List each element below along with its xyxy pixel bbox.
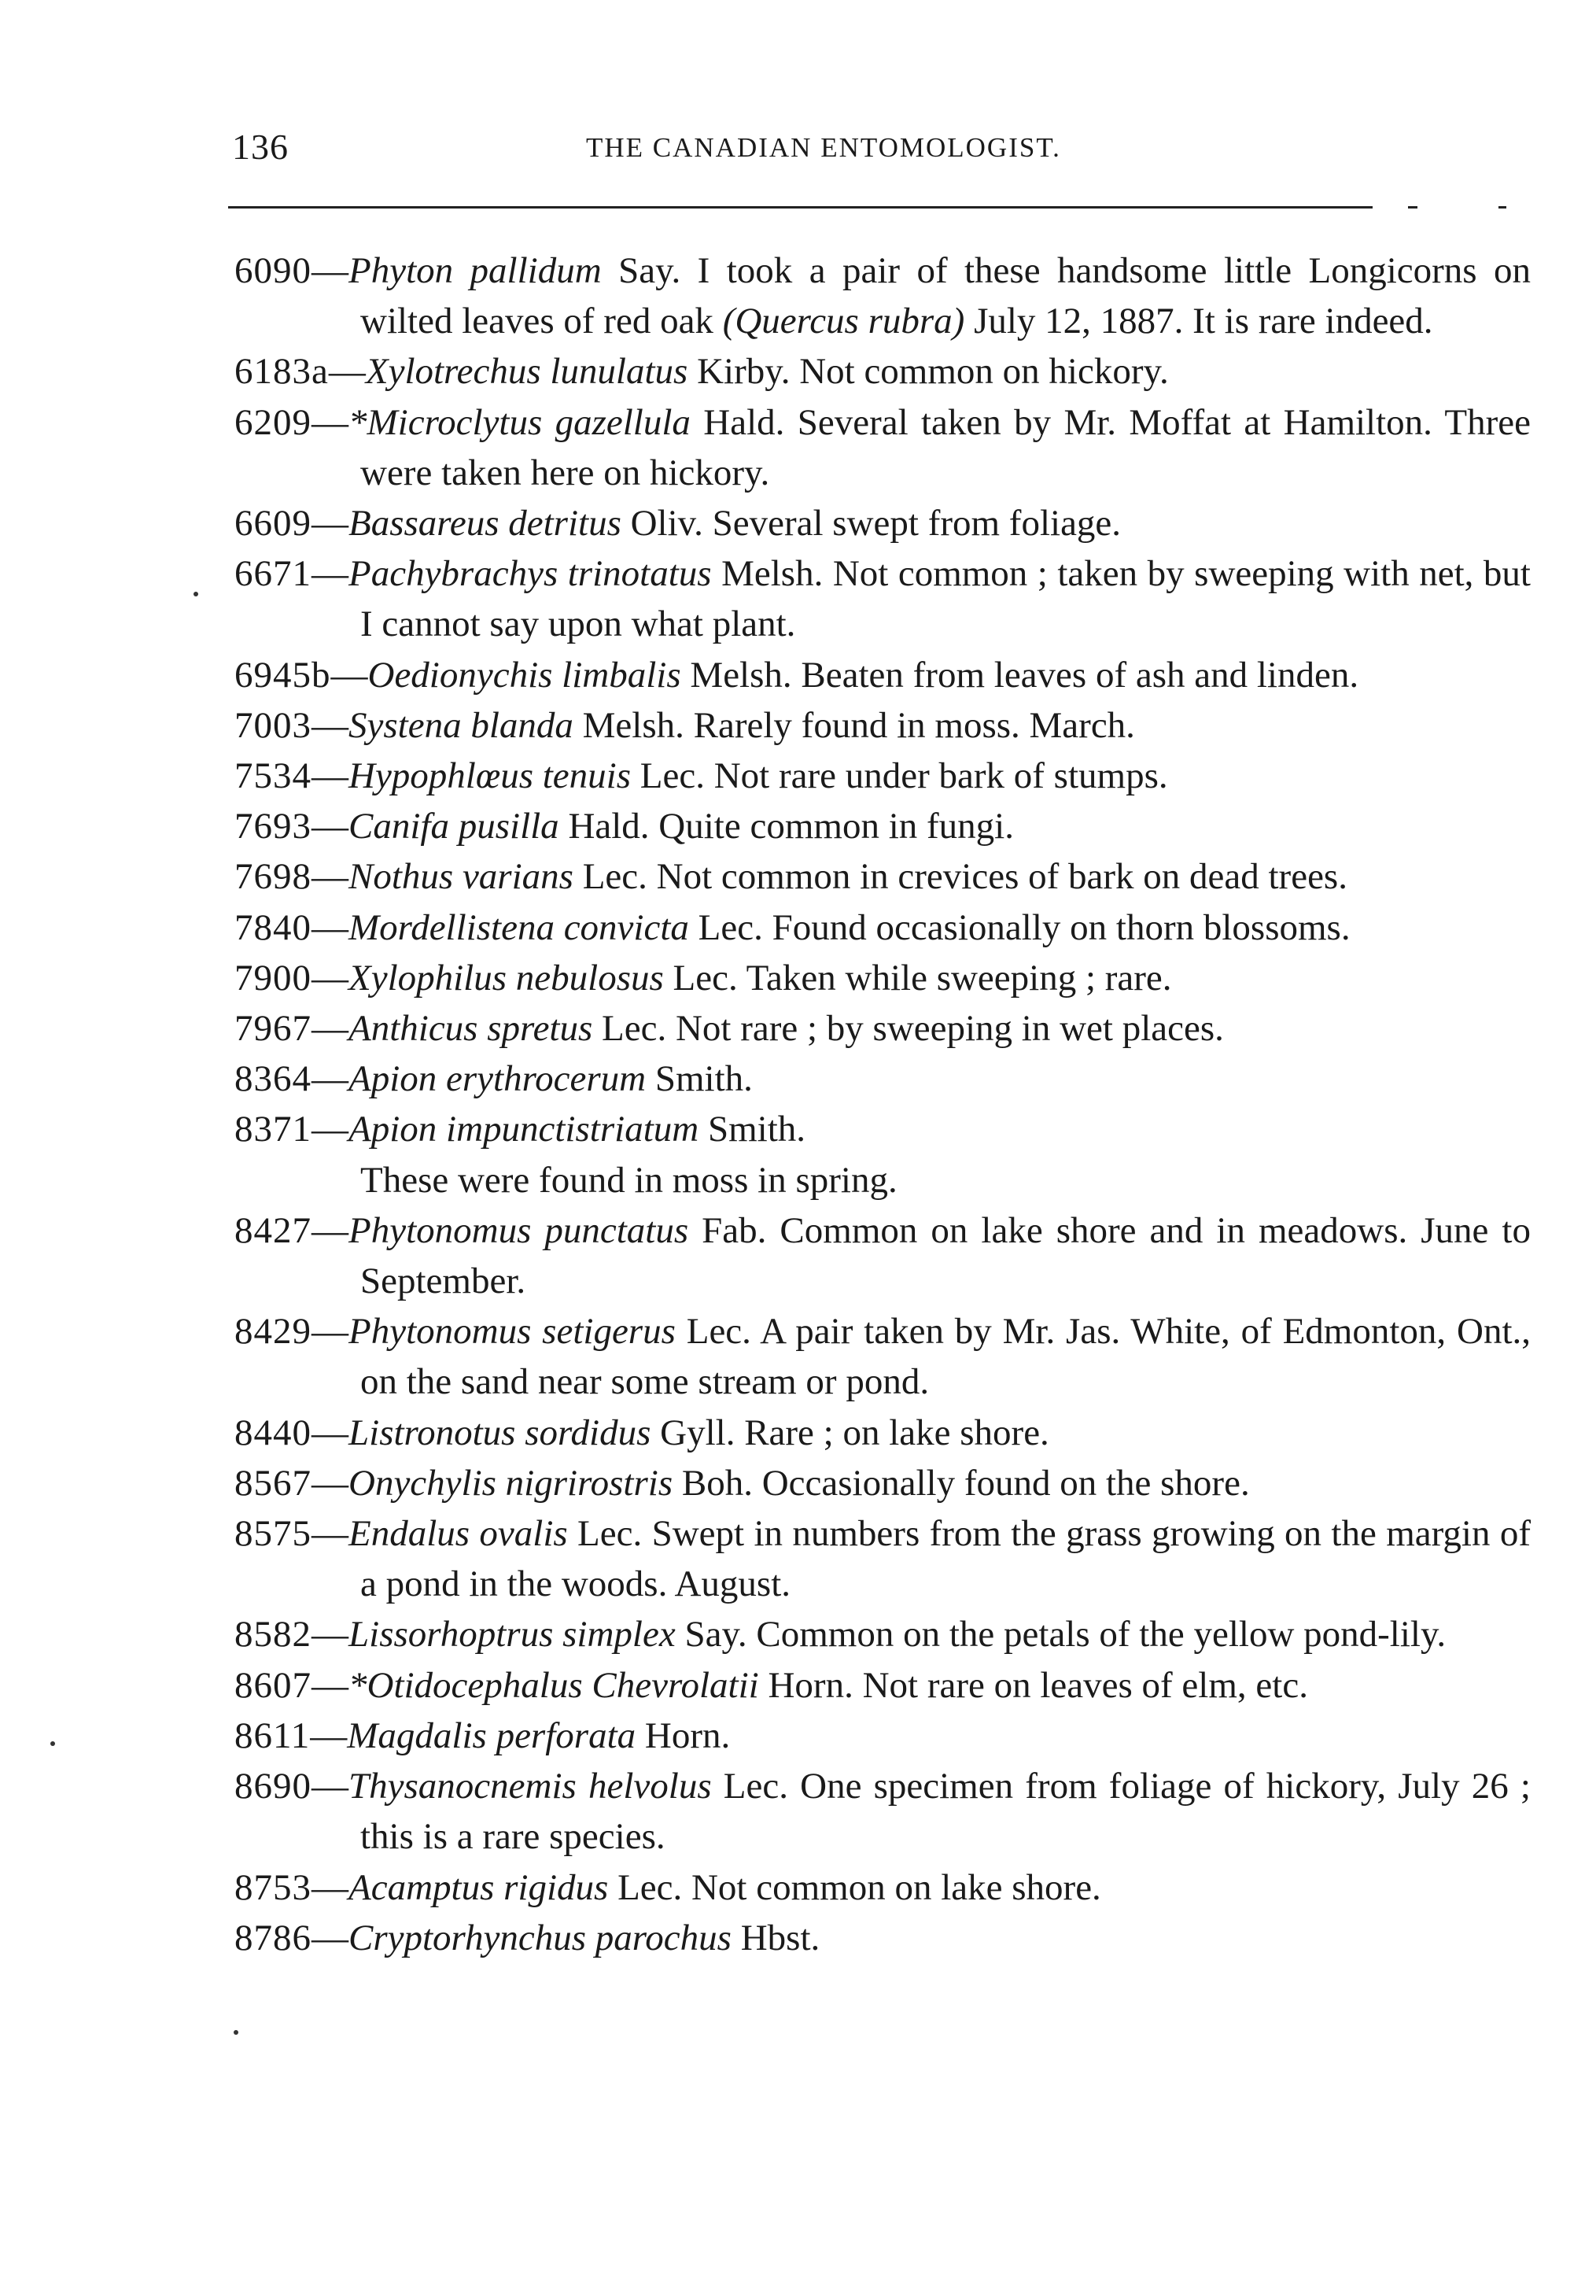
species-name: Magdalis perforata (347, 1715, 636, 1756)
entry-number: 7967 (234, 1008, 311, 1050)
entry-text: Melsh. Rarely found in moss. March. (573, 704, 1135, 746)
entry-number: 8611 (234, 1715, 311, 1756)
entry-text: Gyll. Rare ; on lake shore. (651, 1412, 1049, 1453)
species-name: Phytonomus punctatus (348, 1209, 689, 1251)
species-name: Mordellistena convicta (348, 906, 689, 948)
species-name: Phyton pallidum (348, 250, 602, 291)
header-rule-dash (1498, 206, 1506, 209)
list-item: 6609—Bassareus detritus Oliv. Several swept from foliage. (234, 503, 1122, 544)
entry-number: 8371 (234, 1109, 311, 1150)
list-item: 7698—Nothus varians Lec. Not common in crevices of bark on dead trees. (234, 856, 1347, 898)
entry-text: Boh. Occasionally found on the shore. (673, 1462, 1250, 1504)
list-item: 8371—Apion impunctistriatum Smith. (234, 1109, 806, 1150)
entry-number: 8575 (234, 1513, 311, 1555)
species-name: Canifa pusilla (348, 806, 559, 847)
list-item: 8440—Listronotus sordidus Gyll. Rare ; on lake shore. (234, 1412, 1049, 1453)
margin-dot (50, 1741, 55, 1746)
entry-text: Horn. (636, 1715, 731, 1756)
entry-text: Lec. A pair taken by Mr. Jas. White, of Edmonton, Ont., on the sand near some stream or pond. (360, 1311, 1531, 1403)
list-item: 8611—Magdalis perforata Horn. (234, 1715, 731, 1756)
species-name: Bassareus detritus (348, 503, 621, 544)
list-item: 8690—Thysanocnemis helvolus Lec. One specimen from foliage of hickory, July 26 ; this is a rare species. (234, 1766, 1531, 1858)
entry-text: Say. I took a pair of these handsome little Longicorns on wilted leaves of red oak (360, 250, 1531, 342)
margin-dot (234, 2030, 238, 2035)
list-item: 8567—Onychylis nigrirostris Boh. Occasionally found on the shore. (234, 1462, 1250, 1504)
species-name: Lissorhoptrus simplex (348, 1614, 676, 1656)
entry-number: 8567 (234, 1462, 311, 1504)
entry-text: Smith. (646, 1058, 753, 1100)
running-head: THE CANADIAN ENTOMOLOGIST. (586, 132, 1061, 163)
entry-text: Lec. Swept in numbers from the grass growing on the margin of a pond in the woods. August. (360, 1513, 1531, 1605)
header-rule (228, 206, 1373, 209)
entry-text: Lec. Not common on lake shore. (608, 1866, 1101, 1908)
species-name: Xylotrechus lunulatus (365, 351, 688, 393)
entry-number: 6609 (234, 503, 311, 544)
entry-text: Lec. One specimen from foliage of hickory, July 26 ; this is a rare species. (360, 1766, 1531, 1858)
list-item: 8429—Phytonomus setigerus Lec. A pair taken by Mr. Jas. White, of Edmonton, Ont., on the sand near some stream or pond. (234, 1311, 1531, 1403)
species-name: Apion erythrocerum (348, 1058, 647, 1100)
entry-number: 8582 (234, 1614, 311, 1656)
species-name: Listronotus sordidus (348, 1412, 651, 1453)
entry-number: 8607 (234, 1664, 311, 1706)
entry-text: Hbst. (731, 1917, 820, 1958)
list-item: 8753—Acamptus rigidus Lec. Not common on lake shore. (234, 1866, 1101, 1908)
list-item: 7534—Hypophlœus tenuis Lec. Not rare under bark of stumps. (234, 755, 1168, 797)
entry-text: July 12, 1887. It is rare indeed. (964, 301, 1433, 342)
entry-number: 6183a (234, 351, 329, 393)
species-name: Phytonomus setigerus (348, 1311, 676, 1353)
entry-number: 7698 (234, 856, 311, 898)
entry-text: Lec. Not rare ; by sweeping in wet places. (592, 1008, 1224, 1050)
list-item: 6183a—Xylotrechus lunulatus Kirby. Not common on hickory. (234, 351, 1169, 393)
entry-text: Kirby. Not common on hickory. (687, 351, 1169, 393)
entry-number: 8440 (234, 1412, 311, 1453)
entry-number: 8753 (234, 1866, 311, 1908)
host-plant-name: (Quercus rubra) (722, 301, 965, 342)
page-number: 136 (232, 127, 289, 167)
entry-number: 8690 (234, 1766, 311, 1807)
species-name: *Microclytus gazellula (348, 401, 691, 443)
species-name: Oedionychis limbalis (367, 654, 681, 696)
species-list (234, 245, 1531, 1963)
entry-text: Melsh. Not common ; taken by sweeping with net, but I cannot say upon what plant. (360, 553, 1531, 645)
entry-text: Say. Common on the petals of the yellow pond-lily. (675, 1614, 1447, 1656)
entry-number: 8427 (234, 1209, 311, 1251)
entry-text: Melsh. Beaten from leaves of ash and linden. (680, 654, 1359, 696)
species-name: Cryptorhynchus parochus (348, 1917, 732, 1958)
header-rule-dash (1408, 206, 1417, 209)
list-item: 6090—Phyton pallidum Say. I took a pair of these handsome little Longicorns on wilted leaves of red oak (Quercus rubra) July 12, 1887. It is rare indeed. (234, 250, 1531, 342)
list-item: 7840—Mordellistena convicta Lec. Found occasionally on thorn blossoms. (234, 906, 1351, 948)
entry-number: 8364 (234, 1058, 311, 1100)
species-name: Nothus varians (348, 856, 573, 898)
entry-number: 6945b (234, 654, 331, 696)
entry-text: Lec. Taken while sweeping ; rare. (663, 957, 1172, 999)
entry-text: Smith. (698, 1109, 806, 1150)
species-name: Apion impunctistriatum (348, 1109, 699, 1150)
list-item: 7003—Systena blanda Melsh. Rarely found in moss. March. (234, 704, 1135, 746)
entry-number: 7003 (234, 704, 311, 746)
list-item: 7693—Canifa pusilla Hald. Quite common in fungi. (234, 806, 1014, 847)
list-item: 8575—Endalus ovalis Lec. Swept in numbers from the grass growing on the margin of a pond in the woods. August. (234, 1513, 1531, 1605)
list-note: These were found in moss in spring. (360, 1159, 898, 1201)
entry-number: 7693 (234, 806, 311, 847)
entry-text: Oliv. Several swept from foliage. (621, 503, 1122, 544)
species-name: Acamptus rigidus (348, 1866, 609, 1908)
list-item: 8364—Apion erythrocerum Smith. (234, 1058, 753, 1100)
species-name: Systena blanda (348, 704, 573, 746)
entry-number: 8786 (234, 1917, 311, 1958)
species-name: Thysanocnemis helvolus (348, 1766, 712, 1807)
list-item: 7967—Anthicus spretus Lec. Not rare ; by sweeping in wet places. (234, 1008, 1224, 1050)
entry-number: 6209 (234, 401, 311, 443)
list-item: 6209—*Microclytus gazellula Hald. Several taken by Mr. Moffat at Hamilton. Three were taken here on hickory. (234, 401, 1531, 493)
entry-number: 7900 (234, 957, 311, 999)
list-item: 7900—Xylophilus nebulosus Lec. Taken while sweeping ; rare. (234, 957, 1172, 999)
margin-dot (194, 592, 198, 596)
species-name: Pachybrachys trinotatus (348, 553, 712, 595)
entry-number: 6671 (234, 553, 311, 595)
species-name: Endalus ovalis (348, 1513, 568, 1555)
species-name: Hypophlœus tenuis (348, 755, 632, 797)
entry-text: Lec. Found occasionally on thorn blossoms. (688, 906, 1351, 948)
list-item: 6671—Pachybrachys trinotatus Melsh. Not common ; taken by sweeping with net, but I cannot say upon what plant. (234, 553, 1531, 645)
species-name: Anthicus spretus (348, 1008, 593, 1050)
list-item: 8582—Lissorhoptrus simplex Say. Common on the petals of the yellow pond-lily. (234, 1614, 1447, 1656)
list-item: 8607—*Otidocephalus Chevrolatii Horn. Not rare on leaves of elm, etc. (234, 1664, 1308, 1706)
entry-text: Hald. Several taken by Mr. Moffat at Hamilton. Three were taken here on hickory. (360, 401, 1531, 493)
list-item: 6945b—Oedionychis limbalis Melsh. Beaten from leaves of ash and linden. (234, 654, 1359, 696)
species-name: *Otidocephalus Chevrolatii (348, 1664, 759, 1706)
entry-text: Fab. Common on lake shore and in meadows. June to September. (360, 1209, 1531, 1302)
entry-number: 8429 (234, 1311, 311, 1353)
species-name: Onychylis nigrirostris (348, 1462, 673, 1504)
list-item: 8786—Cryptorhynchus parochus Hbst. (234, 1917, 820, 1958)
entry-number: 7534 (234, 755, 311, 797)
entry-text: Lec. Not common in crevices of bark on dead trees. (573, 856, 1347, 898)
entry-number: 6090 (234, 250, 311, 291)
list-item: 8427—Phytonomus punctatus Fab. Common on lake shore and in meadows. June to September. (234, 1209, 1531, 1302)
entry-text: Horn. Not rare on leaves of elm, etc. (758, 1664, 1308, 1706)
entry-number: 7840 (234, 906, 311, 948)
entry-text: Lec. Not rare under bark of stumps. (631, 755, 1168, 797)
species-name: Xylophilus nebulosus (348, 957, 664, 999)
entry-text: Hald. Quite common in fungi. (558, 806, 1014, 847)
